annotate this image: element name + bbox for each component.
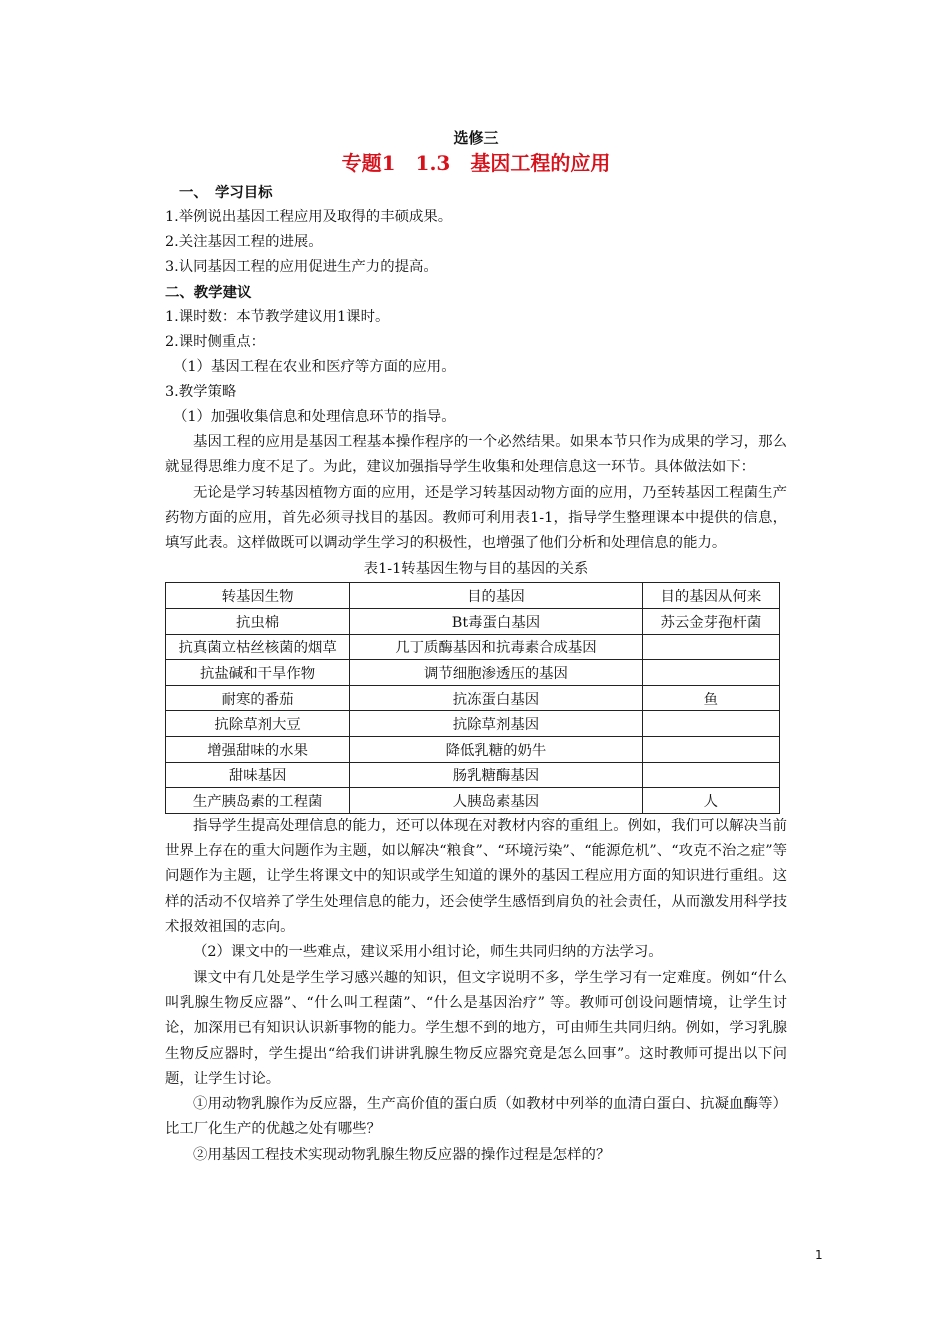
table-caption: 表1-1转基因生物与目的基因的关系 [363,561,589,578]
table-row [166,737,780,763]
table-cell: 人 [642,788,779,814]
table-row [166,685,780,711]
table-cell: 调节细胞渗透压的基因 [350,660,643,686]
section-heading-learning-goals: 一、 学习目标 [179,184,273,201]
table-cell: 抗除草剂基因 [350,711,643,737]
table-cell: 苏云金芽孢杆菌 [642,609,779,635]
document-supertitle: 选修三 [453,129,499,147]
goal-item-3: 3.认同基因工程的应用促进生产力的提高。 [165,259,438,275]
table-cell: 甜味基因 [166,762,350,788]
table-cell: 肠乳糖酶基因 [350,762,643,788]
goal-item-2: 2.关注基因工程的进展。 [165,234,323,250]
paragraph-1: 基因工程的应用是基因工程基本操作程序的一个必然结果。如果本节只作为成果的学习，那么就显得思维力度不足了。为此，建议加强指导学生收集和处理信息这一环节。具体做法如下： [165,434,787,476]
table-cell: 几丁质酶基因和抗毒素合成基因 [350,634,643,660]
table-cell: 抗除草剂大豆 [166,711,350,737]
paragraph-6: ①用动物乳腺作为反应器，生产高价值的蛋白质（如教材中列举的血清白蛋白、抗凝血酶等）比工厂化生产的优越之处有哪些？ [165,1096,787,1138]
page-number: 1 [815,1248,823,1262]
paragraph-3: 指导学生提高处理信息的能力，还可以体现在对教材内容的重组上。例如，我们可以解决当前世界上存在的重大问题作为主题，如以解决“粮食”、“环境污染”、“能源危机”、“攻克不治之症”等问题作为主题，让学生将课文中的知识或学生知道的课外的基因工程应用方面的知识进行重组。这样的活动不仅培养了学生处理信息的能力，还会使学生感悟到肩负的社会责任，从而激发用科学技术报效祖国的志向。 [165,817,787,936]
table-header-cell: 目的基因从何来 [642,583,779,609]
table-cell [642,762,779,788]
table-cell: 人胰岛素基因 [350,788,643,814]
table-row [166,762,780,788]
table-cell: 抗盐碱和干旱作物 [166,660,350,686]
table-cell [642,634,779,660]
table-row [166,788,780,814]
document-title: 专题1 1.3 基因工程的应用 [341,151,611,175]
paragraph-7: ②用基因工程技术实现动物乳腺生物反应器的操作过程是怎样的？ [193,1146,611,1163]
section-heading-teaching-suggestions: 二、教学建议 [165,284,252,301]
paragraph-5: 课文中有几处是学生学习感兴趣的知识，但文字说明不多，学生学习有一定难度。例如“什么叫乳腺生物反应器”、“什么叫工程菌”、“什么是基因治疗” 等。教师可创设问题情境，让学生讨论，加深用已有知识认识新事物的能力。学生想不到的地方，可由师生共同归纳。例如，学习乳腺生物反应器时，学生提出“给我们讲讲乳腺生物反应器究竟是怎么回事”。这时教师可提出以下问题，让学生讨论。 [165,969,787,1087]
suggestion-item-2-sub: （1）基因工程在农业和医疗等方面的应用。 [173,359,456,375]
table-cell: 抗冻蛋白基因 [350,685,643,711]
table-cell: 降低乳糖的奶牛 [350,737,643,763]
table-cell: 抗虫棉 [166,609,350,635]
table-cell: Bt毒蛋白基因 [350,609,643,635]
table-row [166,609,780,635]
table-cell [642,660,779,686]
table-cell: 耐寒的番茄 [166,685,350,711]
table-cell [642,737,779,763]
paragraph-2: 无论是学习转基因植物方面的应用，还是学习转基因动物方面的应用，乃至转基因工程菌生产药物方面的应用，首先必须寻找目的基因。教师可利用表1-1，指导学生整理课本中提供的信息，填写此表。这样做既可以调动学生学习的积极性，也增强了他们分析和处理信息的能力。 [165,484,787,552]
document-content [165,128,787,1168]
suggestion-item-2: 2.课时侧重点： [165,334,266,350]
table-header-cell: 转基因生物 [166,583,350,609]
table-header-cell: 目的基因 [350,583,643,609]
table-cell: 增强甜味的水果 [166,737,350,763]
table-row [166,660,780,686]
table-header-row [166,583,780,609]
table-row [166,711,780,737]
table-cell: 鱼 [642,685,779,711]
suggestion-item-3: 3.教学策略 [165,384,237,400]
suggestion-item-3-sub: （1）加强收集信息和处理信息环节的指导。 [173,409,456,425]
goal-item-1: 1.举例说出基因工程应用及取得的丰硕成果。 [165,209,453,225]
table-cell [642,711,779,737]
suggestion-item-1: 1.课时数：本节教学建议用1课时。 [165,309,390,325]
table-cell: 抗真菌立枯丝核菌的烟草 [166,634,350,660]
gene-table [165,582,780,813]
table-row [166,634,780,660]
table-cell: 生产胰岛素的工程菌 [166,788,350,814]
paragraph-4: （2）课文中的一些难点，建议采用小组讨论，师生共同归纳的方法学习。 [193,944,663,961]
